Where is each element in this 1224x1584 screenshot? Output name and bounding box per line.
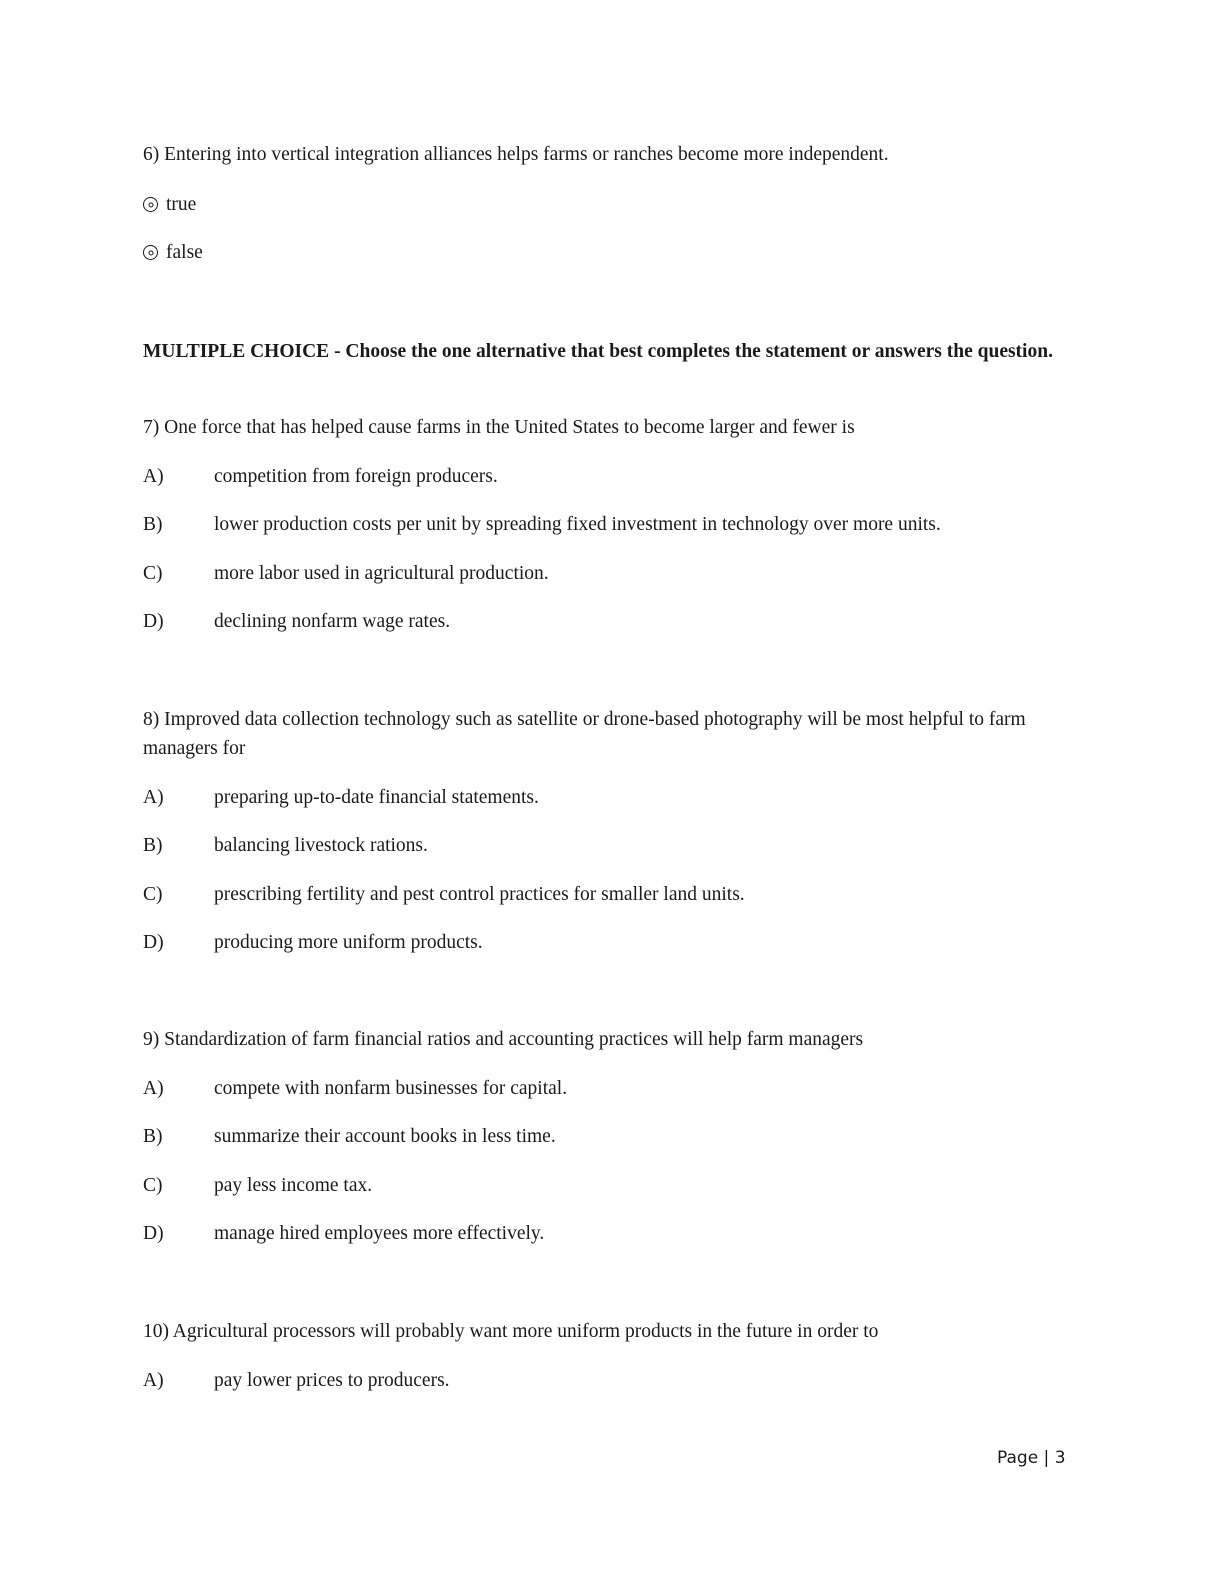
q6-option-true[interactable] bbox=[143, 193, 196, 217]
option-label: false bbox=[166, 242, 203, 263]
q8-option-text: producing more uniform products. bbox=[214, 932, 483, 953]
q8-option-letter: B) bbox=[143, 835, 163, 856]
q7-option-text: more labor used in agricultural production. bbox=[214, 563, 549, 584]
radio-icon[interactable] bbox=[143, 197, 158, 212]
option-label: true bbox=[166, 194, 197, 215]
q7-option-letter: A) bbox=[143, 466, 164, 487]
q7-option-text: declining nonfarm wage rates. bbox=[214, 611, 451, 632]
q9-option-letter: D) bbox=[143, 1223, 164, 1244]
q8-option-letter: D) bbox=[143, 932, 164, 953]
q9-option-text: pay less income tax. bbox=[214, 1175, 373, 1196]
q10-option-text: pay lower prices to producers. bbox=[214, 1370, 450, 1391]
q8-option-text: prescribing fertility and pest control practices for smaller land units. bbox=[214, 884, 745, 905]
q10-option-letter: A) bbox=[143, 1370, 164, 1391]
q9-option-letter: A) bbox=[143, 1078, 164, 1099]
q8-option-letter: A) bbox=[143, 787, 164, 808]
q7-option-letter: C) bbox=[143, 563, 163, 584]
q7-option-text: lower production costs per unit by spreading fixed investment in technology over more units. bbox=[214, 514, 941, 535]
question-6-text: 6) Entering into vertical integration alliances helps farms or ranches become more independent. bbox=[143, 144, 889, 165]
q9-option-letter: B) bbox=[143, 1126, 163, 1147]
q7-option-letter: B) bbox=[143, 514, 163, 535]
q9-option-text: summarize their account books in less time. bbox=[214, 1126, 556, 1147]
section-header: MULTIPLE CHOICE - Choose the one alternative that best completes the statement or answers the question. bbox=[143, 341, 1053, 362]
q8-option-text: preparing up-to-date financial statements. bbox=[214, 787, 539, 808]
question-10-text: 10) Agricultural processors will probably want more uniform products in the future in order to bbox=[143, 1321, 879, 1342]
q7-option-letter: D) bbox=[143, 611, 164, 632]
question-9-text: 9) Standardization of farm financial ratios and accounting practices will help farm managers bbox=[143, 1029, 864, 1050]
q7-option-text: competition from foreign producers. bbox=[214, 466, 498, 487]
q6-option-false[interactable] bbox=[143, 241, 203, 265]
q9-option-letter: C) bbox=[143, 1175, 163, 1196]
page-number: Page | 3 bbox=[997, 1448, 1066, 1468]
q8-option-letter: C) bbox=[143, 884, 163, 905]
question-8-text: 8) Improved data collection technology such as satellite or drone-based photography will be most helpful to farm managers for bbox=[143, 709, 1026, 759]
q8-option-text: balancing livestock rations. bbox=[214, 835, 428, 856]
radio-icon[interactable] bbox=[143, 245, 158, 260]
q9-option-text: manage hired employees more effectively. bbox=[214, 1223, 545, 1244]
question-7-text: 7) One force that has helped cause farms in the United States to become larger and fewer is bbox=[143, 417, 855, 438]
q9-option-text: compete with nonfarm businesses for capital. bbox=[214, 1078, 568, 1099]
